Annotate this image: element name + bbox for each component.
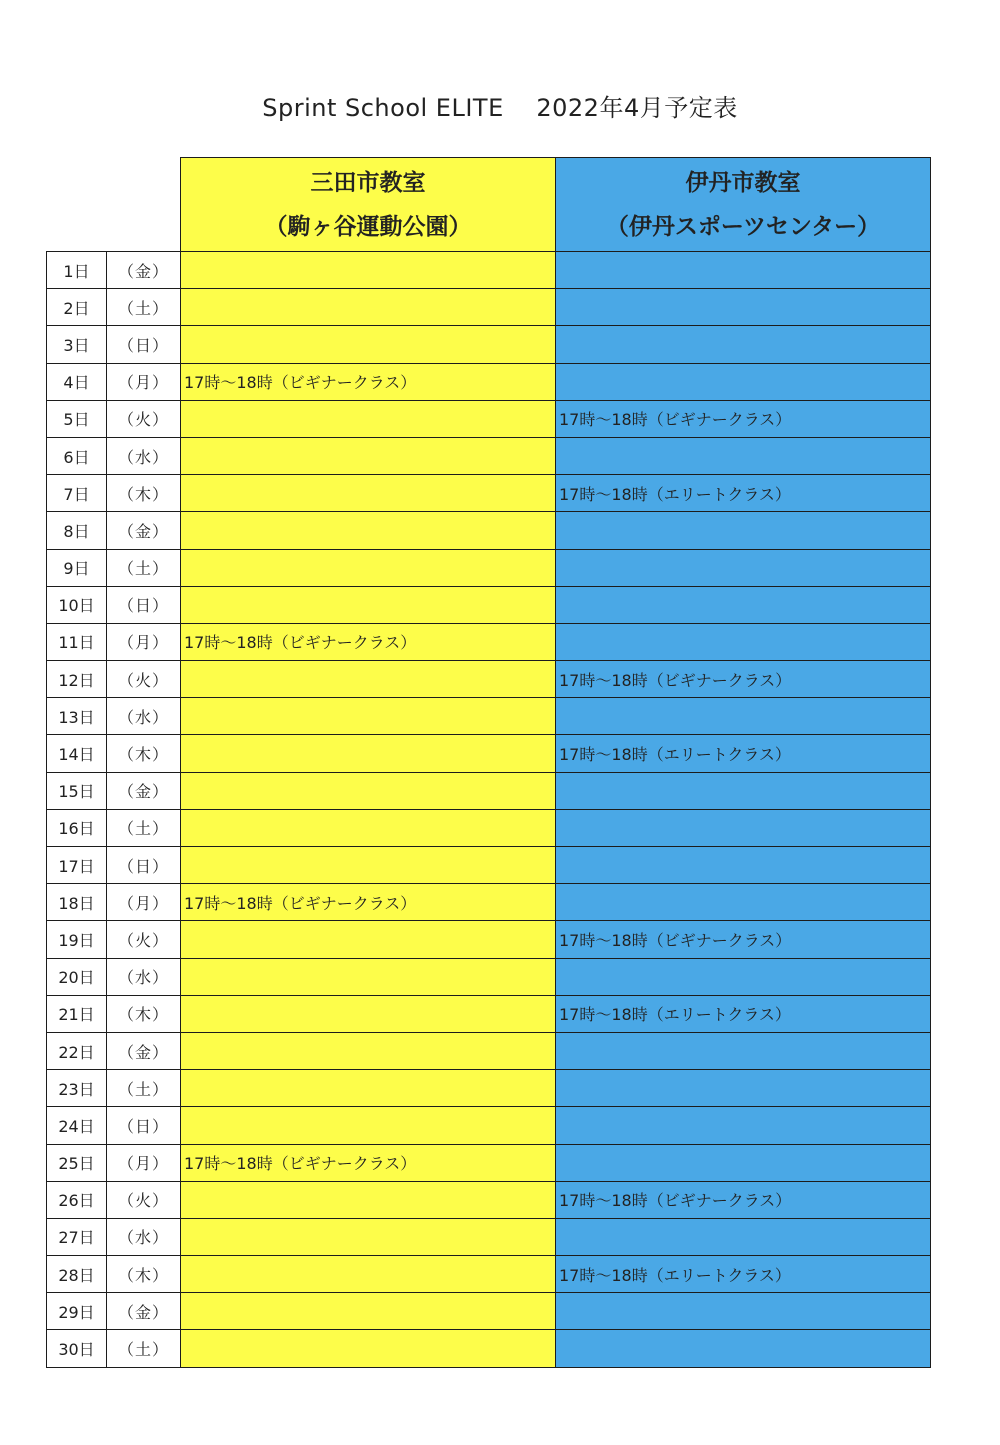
sanda-schedule-cell: 17時〜18時（ビギナークラス） (181, 1144, 556, 1181)
weekday-cell: （日） (107, 1107, 181, 1144)
sanda-schedule-cell: 17時〜18時（ビギナークラス） (181, 363, 556, 400)
sanda-schedule-cell (181, 289, 556, 326)
sanda-schedule-cell (181, 1256, 556, 1293)
weekday-cell: （土） (107, 289, 181, 326)
sanda-classroom-name: 三田市教室 (310, 169, 426, 196)
sanda-schedule-cell (181, 475, 556, 512)
itami-column-header (556, 158, 931, 252)
day-cell: 19日 (47, 921, 107, 958)
sanda-schedule-cell: 17時〜18時（ビギナークラス） (181, 884, 556, 921)
day-cell: 18日 (47, 884, 107, 921)
table-row (47, 1107, 931, 1144)
day-cell: 4日 (47, 363, 107, 400)
weekday-cell: （木） (107, 995, 181, 1032)
itami-schedule-cell (556, 1330, 931, 1367)
sanda-schedule-cell (181, 735, 556, 772)
weekday-cell: （水） (107, 698, 181, 735)
sanda-schedule-cell (181, 252, 556, 289)
sanda-schedule-cell (181, 586, 556, 623)
itami-classroom-name: 伊丹市教室 (685, 169, 801, 196)
sanda-schedule-cell (181, 1293, 556, 1330)
itami-schedule-cell: 17時〜18時（ビギナークラス） (556, 1181, 931, 1218)
itami-schedule-cell (556, 363, 931, 400)
weekday-cell: （火） (107, 661, 181, 698)
itami-schedule-cell (556, 1144, 931, 1181)
sanda-schedule-cell (181, 437, 556, 474)
day-cell: 27日 (47, 1218, 107, 1255)
itami-schedule-cell (556, 847, 931, 884)
day-cell: 21日 (47, 995, 107, 1032)
itami-schedule-cell: 17時〜18時（エリートクラス） (556, 475, 931, 512)
itami-schedule-cell (556, 1218, 931, 1255)
itami-schedule-cell: 17時〜18時（エリートクラス） (556, 735, 931, 772)
table-row (47, 1330, 931, 1367)
weekday-cell: （月） (107, 363, 181, 400)
itami-schedule-cell (556, 698, 931, 735)
sanda-schedule-cell (181, 549, 556, 586)
day-cell: 23日 (47, 1070, 107, 1107)
itami-schedule-cell (556, 623, 931, 660)
table-row (47, 623, 931, 660)
day-cell: 11日 (47, 623, 107, 660)
day-cell: 16日 (47, 809, 107, 846)
itami-venue-name: （伊丹スポーツセンター） (605, 213, 881, 240)
weekday-cell: （土） (107, 1330, 181, 1367)
table-row (47, 400, 931, 437)
table-row (47, 1181, 931, 1218)
table-row (47, 698, 931, 735)
day-cell: 24日 (47, 1107, 107, 1144)
weekday-cell: （木） (107, 735, 181, 772)
weekday-cell: （月） (107, 623, 181, 660)
itami-schedule-cell (556, 549, 931, 586)
day-cell: 12日 (47, 661, 107, 698)
weekday-cell: （水） (107, 958, 181, 995)
table-row (47, 1032, 931, 1069)
sanda-schedule-cell (181, 698, 556, 735)
day-cell: 7日 (47, 475, 107, 512)
weekday-cell: （水） (107, 1218, 181, 1255)
itami-schedule-cell (556, 1070, 931, 1107)
table-row (47, 809, 931, 846)
sanda-schedule-cell (181, 1181, 556, 1218)
sanda-schedule-cell (181, 1107, 556, 1144)
day-cell: 5日 (47, 400, 107, 437)
weekday-cell: （月） (107, 1144, 181, 1181)
header-blank-cell (47, 158, 181, 252)
day-cell: 17日 (47, 847, 107, 884)
schedule-table (46, 157, 931, 1368)
weekday-cell: （土） (107, 1070, 181, 1107)
table-row (47, 475, 931, 512)
weekday-cell: （日） (107, 847, 181, 884)
weekday-cell: （土） (107, 549, 181, 586)
day-cell: 15日 (47, 772, 107, 809)
itami-schedule-cell (556, 772, 931, 809)
itami-schedule-cell: 17時〜18時（ビギナークラス） (556, 921, 931, 958)
table-row (47, 1293, 931, 1330)
page-title: Sprint School ELITE 2022年4月予定表 (262, 94, 738, 122)
day-cell: 13日 (47, 698, 107, 735)
sanda-schedule-cell (181, 921, 556, 958)
sanda-venue-name: （駒ヶ谷運動公園） (264, 213, 472, 240)
table-row (47, 363, 931, 400)
table-row (47, 1070, 931, 1107)
sanda-schedule-cell (181, 847, 556, 884)
itami-schedule-cell (556, 437, 931, 474)
header-row (47, 158, 931, 252)
day-cell: 25日 (47, 1144, 107, 1181)
sanda-schedule-cell: 17時〜18時（ビギナークラス） (181, 623, 556, 660)
weekday-cell: （土） (107, 809, 181, 846)
day-cell: 6日 (47, 437, 107, 474)
day-cell: 30日 (47, 1330, 107, 1367)
table-row (47, 958, 931, 995)
table-row (47, 437, 931, 474)
sanda-schedule-cell (181, 772, 556, 809)
weekday-cell: （金） (107, 1032, 181, 1069)
sanda-column-header (181, 158, 556, 252)
itami-schedule-cell (556, 512, 931, 549)
day-cell: 29日 (47, 1293, 107, 1330)
weekday-cell: （月） (107, 884, 181, 921)
weekday-cell: （水） (107, 437, 181, 474)
weekday-cell: （金） (107, 1293, 181, 1330)
sanda-schedule-cell (181, 512, 556, 549)
itami-schedule-cell (556, 1293, 931, 1330)
table-row (47, 1218, 931, 1255)
table-row (47, 586, 931, 623)
table-row (47, 549, 931, 586)
weekday-cell: （火） (107, 1181, 181, 1218)
sanda-schedule-cell (181, 661, 556, 698)
table-row (47, 921, 931, 958)
weekday-cell: （金） (107, 512, 181, 549)
day-cell: 26日 (47, 1181, 107, 1218)
table-row (47, 884, 931, 921)
weekday-cell: （金） (107, 772, 181, 809)
itami-schedule-cell: 17時〜18時（ビギナークラス） (556, 400, 931, 437)
day-cell: 1日 (47, 252, 107, 289)
table-row (47, 512, 931, 549)
weekday-cell: （金） (107, 252, 181, 289)
sanda-schedule-cell (181, 995, 556, 1032)
table-row (47, 735, 931, 772)
schedule-body (47, 252, 931, 1368)
sanda-schedule-cell (181, 1032, 556, 1069)
itami-schedule-cell (556, 252, 931, 289)
sanda-schedule-cell (181, 326, 556, 363)
weekday-cell: （木） (107, 1256, 181, 1293)
day-cell: 20日 (47, 958, 107, 995)
table-row (47, 847, 931, 884)
day-cell: 14日 (47, 735, 107, 772)
itami-schedule-cell (556, 809, 931, 846)
table-row (47, 772, 931, 809)
itami-schedule-cell (556, 1032, 931, 1069)
weekday-cell: （木） (107, 475, 181, 512)
itami-schedule-cell (556, 958, 931, 995)
itami-schedule-cell (556, 289, 931, 326)
sanda-schedule-cell (181, 1070, 556, 1107)
table-row (47, 661, 931, 698)
sanda-schedule-cell (181, 809, 556, 846)
table-row (47, 326, 931, 363)
day-cell: 8日 (47, 512, 107, 549)
itami-schedule-cell: 17時〜18時（ビギナークラス） (556, 661, 931, 698)
table-row (47, 995, 931, 1032)
sanda-schedule-cell (181, 1330, 556, 1367)
itami-schedule-cell (556, 586, 931, 623)
itami-schedule-cell: 17時〜18時（エリートクラス） (556, 995, 931, 1032)
table-row (47, 289, 931, 326)
itami-schedule-cell (556, 1107, 931, 1144)
day-cell: 2日 (47, 289, 107, 326)
weekday-cell: （日） (107, 586, 181, 623)
day-cell: 22日 (47, 1032, 107, 1069)
weekday-cell: （日） (107, 326, 181, 363)
sanda-schedule-cell (181, 400, 556, 437)
table-row (47, 1144, 931, 1181)
itami-schedule-cell (556, 884, 931, 921)
sanda-schedule-cell (181, 958, 556, 995)
sanda-schedule-cell (181, 1218, 556, 1255)
day-cell: 9日 (47, 549, 107, 586)
table-row (47, 1256, 931, 1293)
day-cell: 10日 (47, 586, 107, 623)
table-row (47, 252, 931, 289)
day-cell: 3日 (47, 326, 107, 363)
weekday-cell: （火） (107, 400, 181, 437)
weekday-cell: （火） (107, 921, 181, 958)
itami-schedule-cell (556, 326, 931, 363)
day-cell: 28日 (47, 1256, 107, 1293)
itami-schedule-cell: 17時〜18時（エリートクラス） (556, 1256, 931, 1293)
